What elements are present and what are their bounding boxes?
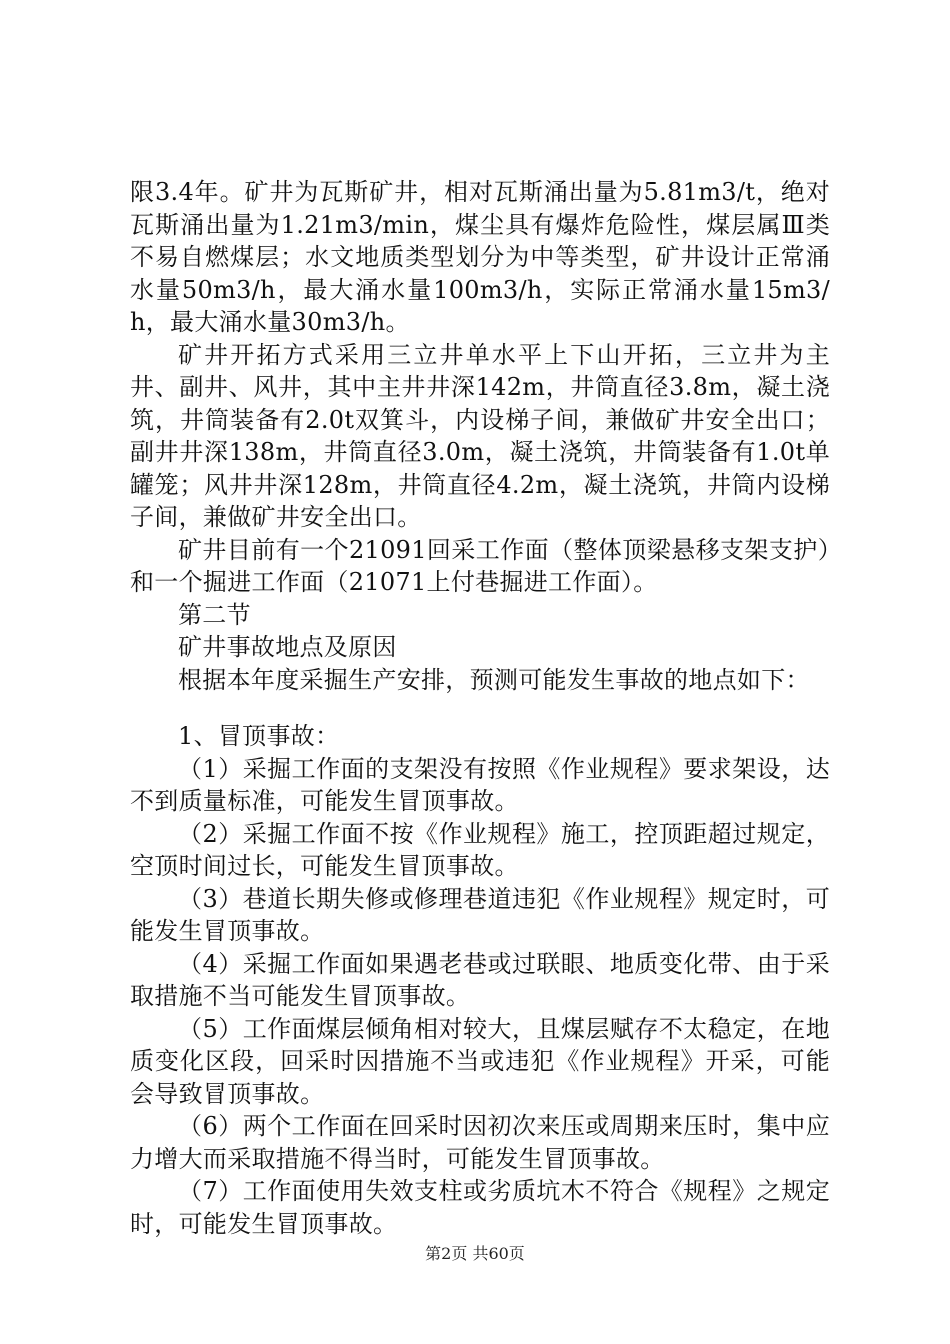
list-item-3: （3）巷道长期失修或修理巷道违犯《作业规程》规定时，可能发生冒顶事故。: [130, 884, 830, 945]
list-item-5: （5）工作面煤层倾角相对较大，且煤层赋存不太稳定，在地质变化区段，回采时因措施不当或违犯《作业规程》开采，可能会导致冒顶事故。: [130, 1014, 830, 1108]
list-item-7: （7）工作面使用失效支柱或劣质坑木不符合《规程》之规定时，可能发生冒顶事故。: [130, 1177, 830, 1238]
document-body: [130, 176, 830, 1240]
paragraph-mine-development: 矿井开拓方式采用三立井单水平上下山开拓，三立井为主井、副井、风井，其中主井井深142m，井筒直径3.8m，凝土浇筑，井筒装备有2.0t双箕斗，内设梯子间，兼做矿井安全出口；副井井深138m，井筒直径3.0m，凝土浇筑，井筒装备有1.0t单罐笼；风井井深128m，井筒直径4.2m，凝土浇筑，井筒内设梯子间，兼做矿井安全出口。: [130, 340, 830, 531]
paragraph-forecast-intro: 根据本年度采掘生产安排，预测可能发生事故的地点如下：: [178, 665, 810, 694]
list-item-4: （4）采掘工作面如果遇老巷或过联眼、地质变化带、由于采取措施不当可能发生冒顶事故。: [130, 949, 830, 1010]
list-item-1: （1）采掘工作面的支架没有按照《作业规程》要求架设，达不到质量标准，可能发生冒顶事故。: [130, 754, 830, 815]
list-item-6: （6）两个工作面在回采时因初次来压或周期来压时，集中应力增大而采取措施不得当时，可能发生冒顶事故。: [130, 1112, 830, 1173]
list-item-2: （2）采掘工作面不按《作业规程》施工，控顶距超过规定，空顶时间过长，可能发生冒顶事故。: [130, 819, 830, 880]
paragraph-working-faces: 矿井目前有一个21091回采工作面（整体顶梁悬移支架支护）和一个掘进工作面（21071上付巷掘进工作面）。: [130, 535, 830, 596]
section-heading: 第二节: [178, 600, 251, 629]
paragraph-mine-gas-water: 限3.4年。矿井为瓦斯矿井，相对瓦斯涌出量为5.81m3/t，绝对瓦斯涌出量为1.21m3/min，煤尘具有爆炸危险性，煤层属Ⅲ类不易自燃煤层；水文地质类型划分为中等类型，矿井设计正常涌水量50m3/h，最大涌水量100m3/h，实际正常涌水量15m3/h，最大涌水量30m3/h。: [130, 178, 830, 336]
list-heading-roof-fall: 1、冒顶事故：: [178, 722, 340, 750]
page-number-footer: 第2页 共60页: [425, 1244, 525, 1263]
section-title: 矿井事故地点及原因: [178, 633, 397, 661]
